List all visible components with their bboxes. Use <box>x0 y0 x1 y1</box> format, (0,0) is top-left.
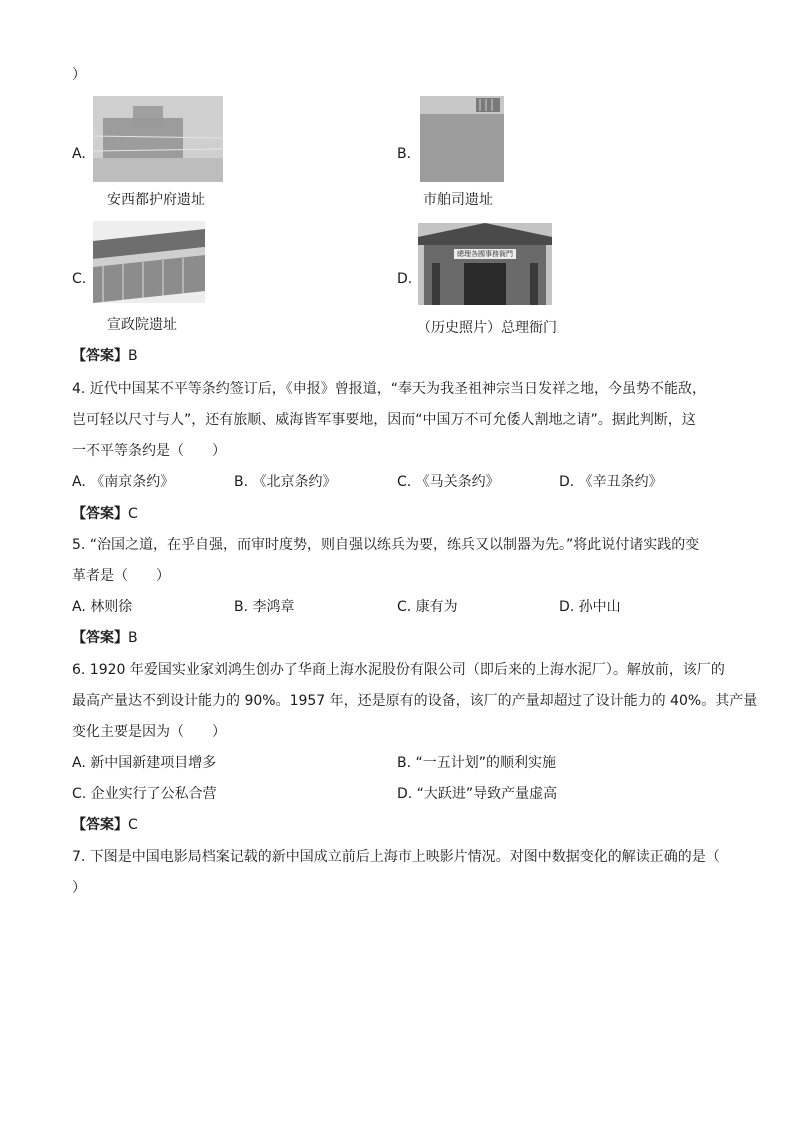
q5-option-b: B. 李鸿章 <box>234 599 295 615</box>
q3-option-c-caption: 宣政院遗址 <box>107 317 177 333</box>
q3-answer <box>72 349 138 363</box>
q4-stem-line1: 4. 近代中国某不平等条约签订后，《申报》曾报道，“奉天为我圣祖神宗当日发祥之地，今虽势不能敌， <box>72 381 707 397</box>
q4-stem-line2: 岂可轻以尺寸与人”，还有旅顺、威海皆军事要地，因而“中国万不可允倭人割地之请”。据此判断，这 <box>72 412 696 428</box>
q6-stem-line3: 变化主要是因为（ ） <box>72 724 226 740</box>
q5-option-d: D. 孙中山 <box>559 599 621 615</box>
answer-value: B <box>128 348 138 364</box>
q6-answer <box>72 818 138 832</box>
answer-label: 【答案】 <box>72 506 128 522</box>
q6-option-b: B. “一五计划”的顺利实施 <box>397 755 557 771</box>
q6-option-a: A. 新中国新建项目增多 <box>72 755 217 771</box>
q6-option-c: C. 企业实行了公私合营 <box>72 786 217 802</box>
zongli-yamen-photo <box>418 223 552 305</box>
q3-option-d-letter: D. <box>397 271 413 287</box>
anxi-ruins-photo <box>93 96 223 182</box>
q4-option-d: D. 《辛丑条约》 <box>559 474 663 490</box>
answer-label: 【答案】 <box>72 817 128 833</box>
q6-stem-line1: 6. 1920 年爱国实业家刘鸿生创办了华商上海水泥股份有限公司（即后来的上海水泥厂）。解放前，该厂的 <box>72 662 725 678</box>
xuanzhengyuan-ruins-drawing <box>93 221 205 303</box>
answer-value: C <box>128 506 138 522</box>
shibosi-ruins-photo <box>420 96 504 182</box>
q4-option-c: C. 《马关条约》 <box>397 474 500 490</box>
q3-option-d-caption: （历史照片）总理衙门 <box>417 320 557 336</box>
q3-option-c-letter: C. <box>72 271 87 287</box>
q5-stem-line2: 革者是（ ） <box>72 568 170 584</box>
q5-stem-line1: 5. “治国之道，在乎自强，而审时度势，则自强以练兵为要，练兵又以制器为先。”将此说付诸实践的变 <box>72 537 700 553</box>
shibosi-ruins-drawing <box>420 96 504 182</box>
q4-stem-line3: 一不平等条约是（ ） <box>72 443 226 459</box>
zongli-yamen-drawing <box>418 223 552 305</box>
q3-option-b-letter: B. <box>397 146 412 162</box>
q7-stem-line1: 7. 下图是中国电影局档案记载的新中国成立前后上海市上映影片情况。对图中数据变化的解读正确的是（ <box>72 849 720 865</box>
answer-value: B <box>128 630 138 646</box>
q6-stem-line2: 最高产量达不到设计能力的 90%。1957 年，还是原有的设备，该厂的产量却超过了设计能力的 40%。其产量 <box>72 693 758 709</box>
q5-option-c: C. 康有为 <box>397 599 458 615</box>
q6-option-d: D. “大跃进”导致产量虚高 <box>397 786 558 802</box>
q3-option-a-letter: A. <box>72 146 86 162</box>
answer-label: 【答案】 <box>72 348 128 364</box>
q7-stem-line2: ） <box>72 880 86 896</box>
q4-option-b: B. 《北京条约》 <box>234 474 337 490</box>
q5-answer <box>72 631 138 645</box>
zongli-yamen-sign-text: 總理各國事務衙門 <box>457 250 513 258</box>
anxi-ruins-drawing <box>93 96 223 182</box>
answer-label: 【答案】 <box>72 630 128 646</box>
answer-value: C <box>128 817 138 833</box>
q3-option-b-caption: 市舶司遗址 <box>423 192 493 208</box>
q4-option-a: A. 《南京条约》 <box>72 474 175 490</box>
q3-stem-tail: ） <box>72 67 86 83</box>
xuanzhengyuan-ruins-photo <box>93 221 205 303</box>
q3-option-a-caption: 安西都护府遗址 <box>107 192 205 208</box>
q5-option-a: A. 林则徐 <box>72 599 133 615</box>
q4-answer <box>72 507 138 521</box>
